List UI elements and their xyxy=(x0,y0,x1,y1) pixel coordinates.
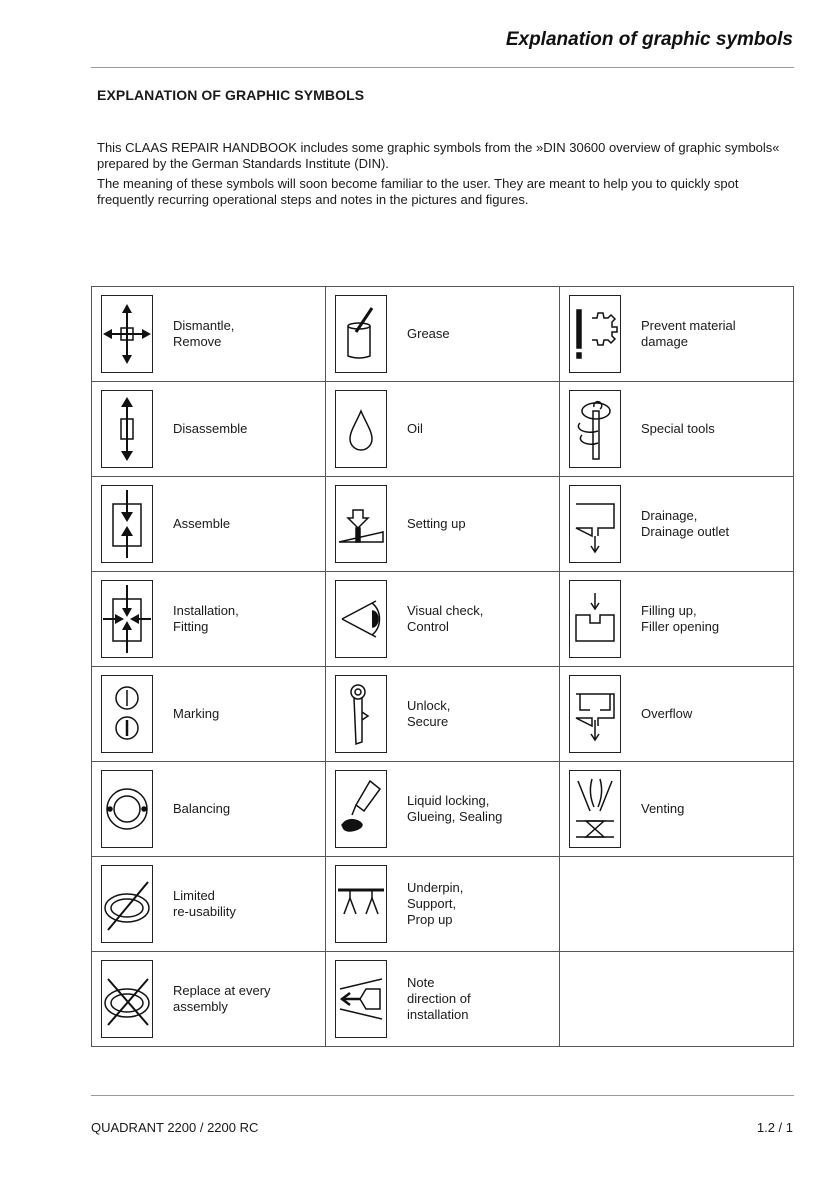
symbol-cell xyxy=(92,762,326,857)
symbol-cell xyxy=(92,572,326,667)
replace-icon xyxy=(101,960,153,1038)
balancing-icon xyxy=(101,770,153,848)
symbol-label: Disassemble xyxy=(173,421,248,436)
assemble-icon xyxy=(101,485,153,563)
symbol-label: Underpin, Support, Prop up xyxy=(407,880,464,927)
intro-paragraph: The meaning of these symbols will soon become familiar to the user. They are meant to help you to quickly spot frequently recurring operational steps and notes in the pictures and figures. xyxy=(97,176,739,207)
empty-cell xyxy=(560,952,794,1047)
marking-icon xyxy=(101,675,153,753)
eye-icon xyxy=(335,580,387,658)
oil-drop-icon xyxy=(335,390,387,468)
symbol-cell xyxy=(560,762,794,857)
symbol-label: Limited re-usability xyxy=(173,888,236,919)
symbol-table xyxy=(91,286,794,1047)
symbol-cell xyxy=(326,477,560,572)
installation-icon xyxy=(101,580,153,658)
symbol-label: Liquid locking, Glueing, Sealing xyxy=(407,793,503,824)
glue-tube-icon xyxy=(335,770,387,848)
section-title: EXPLANATION OF GRAPHIC SYMBOLS xyxy=(97,87,365,103)
symbol-cell xyxy=(326,382,560,477)
symbol-cell xyxy=(92,287,326,382)
header-divider xyxy=(91,67,794,68)
table-row xyxy=(92,667,794,762)
empty-cell xyxy=(560,857,794,952)
page-number: 1.2 / 1 xyxy=(756,1120,793,1135)
table-row xyxy=(92,477,794,572)
symbol-cell xyxy=(560,382,794,477)
symbol-label: Installation, Fitting xyxy=(173,603,239,634)
symbol-label: Filling up, Filler opening xyxy=(641,603,720,634)
symbol-label: Setting up xyxy=(407,516,466,531)
symbol-label: Drainage, Drainage outlet xyxy=(641,508,730,539)
disassemble-icon xyxy=(101,390,153,468)
material-damage-icon xyxy=(569,295,621,373)
symbol-cell xyxy=(326,287,560,382)
table-row xyxy=(92,857,794,952)
symbol-cell xyxy=(326,762,560,857)
symbol-label: Assemble xyxy=(173,516,231,531)
symbol-cell xyxy=(560,287,794,382)
symbol-cell xyxy=(560,477,794,572)
symbol-cell xyxy=(92,382,326,477)
intro-text xyxy=(97,140,787,212)
symbol-label: Dismantle, Remove xyxy=(173,318,235,349)
footer-model: QUADRANT 2200 / 2200 RC xyxy=(91,1120,259,1135)
support-icon xyxy=(335,865,387,943)
symbol-label: Oil xyxy=(407,421,423,436)
table-row xyxy=(92,572,794,667)
symbol-label: Overflow xyxy=(641,706,693,721)
symbol-label: Venting xyxy=(641,801,685,816)
symbol-cell xyxy=(560,572,794,667)
table-row xyxy=(92,287,794,382)
symbol-cell xyxy=(92,952,326,1047)
dismantle-icon xyxy=(101,295,153,373)
symbol-label: Replace at every assembly xyxy=(173,983,271,1014)
grease-icon xyxy=(335,295,387,373)
symbol-cell xyxy=(326,667,560,762)
limited-reusability-icon xyxy=(101,865,153,943)
special-tool-icon xyxy=(569,390,621,468)
symbol-label: Visual check, Control xyxy=(407,603,484,634)
drainage-icon xyxy=(569,485,621,563)
symbol-label: Unlock, Secure xyxy=(407,698,451,729)
symbol-label: Grease xyxy=(407,326,450,341)
symbol-cell xyxy=(560,667,794,762)
footer-divider xyxy=(91,1095,794,1096)
setting-up-icon xyxy=(335,485,387,563)
symbol-cell xyxy=(92,667,326,762)
overflow-icon xyxy=(569,675,621,753)
table-row xyxy=(92,762,794,857)
cotter-pin-icon xyxy=(335,675,387,753)
table-row xyxy=(92,382,794,477)
symbol-cell xyxy=(92,857,326,952)
symbol-cell xyxy=(326,952,560,1047)
filling-icon xyxy=(569,580,621,658)
table-row xyxy=(92,952,794,1047)
symbol-label: Special tools xyxy=(641,421,715,436)
symbol-label: Marking xyxy=(173,706,220,721)
symbol-label: Balancing xyxy=(173,801,231,816)
symbol-cell xyxy=(326,857,560,952)
symbol-label: Note direction of installation xyxy=(407,975,471,1022)
symbol-label: Prevent material damage xyxy=(641,318,736,349)
intro-paragraph: This CLAAS REPAIR HANDBOOK includes some graphic symbols from the »DIN 30600 overview of graphic symbols« prepared by the German Standards Institute (DIN). xyxy=(97,140,780,171)
symbol-cell xyxy=(92,477,326,572)
page-header-title: Explanation of graphic symbols xyxy=(505,29,793,50)
venting-icon xyxy=(569,770,621,848)
direction-icon xyxy=(335,960,387,1038)
symbol-cell xyxy=(326,572,560,667)
